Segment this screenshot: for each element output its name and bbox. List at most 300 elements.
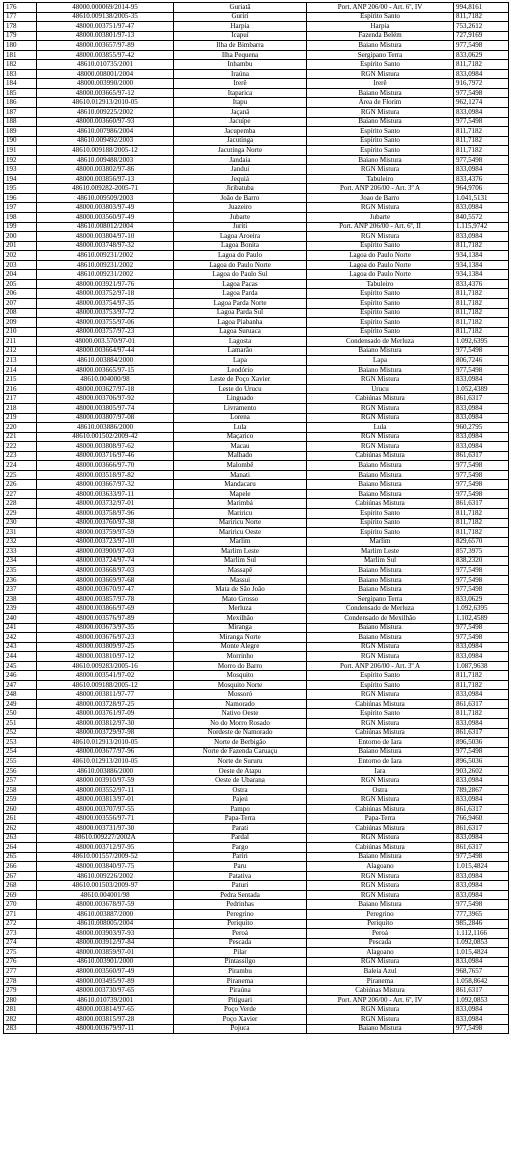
- field-name-cell: Mosquito Norte: [174, 680, 307, 690]
- price-value-cell: 833,0984: [454, 719, 509, 729]
- table-row: [4, 60, 509, 70]
- price-value-cell: 977,5498: [454, 747, 509, 757]
- price-value-cell: 861,6317: [454, 824, 509, 834]
- row-number-cell: 247: [4, 680, 37, 690]
- process-number-cell: 48610.009226/2002: [37, 871, 174, 881]
- row-number-cell: 222: [4, 442, 37, 452]
- process-number-cell: 48610.004000/98: [37, 375, 174, 385]
- table-row: [4, 766, 509, 776]
- process-number-cell: 48000.003576/97-89: [37, 614, 174, 624]
- row-number-cell: 228: [4, 499, 37, 509]
- process-number-cell: 48610.007986/2004: [37, 127, 174, 137]
- field-name-cell: Marlim Sul: [174, 556, 307, 566]
- table-row: [4, 738, 509, 748]
- table-row: [4, 871, 509, 881]
- reference-oil-cell: Baiano Mistura: [307, 623, 454, 633]
- reference-oil-cell: Cabiúnas Mistura: [307, 986, 454, 996]
- reference-oil-cell: Marlim Sul: [307, 556, 454, 566]
- reference-oil-cell: Marlim Leste: [307, 547, 454, 557]
- reference-oil-cell: RGN Mistura: [307, 442, 454, 452]
- table-row: [4, 900, 509, 910]
- field-name-cell: Jacupemba: [174, 127, 307, 137]
- process-number-cell: 48610.012913/2010-05: [37, 738, 174, 748]
- field-name-cell: Lagosta: [174, 337, 307, 347]
- table-row: [4, 776, 509, 786]
- field-name-cell: Lamarão: [174, 346, 307, 356]
- row-number-cell: 199: [4, 222, 37, 232]
- field-name-cell: Juriti: [174, 222, 307, 232]
- field-name-cell: Pojuca: [174, 1024, 307, 1034]
- process-number-cell: 48000.003678/97-59: [37, 900, 174, 910]
- process-number-cell: 48610.009231/2002: [37, 270, 174, 280]
- process-number-cell: 48000.003807/97-08: [37, 413, 174, 423]
- row-number-cell: 191: [4, 146, 37, 156]
- price-value-cell: 833,0984: [454, 652, 509, 662]
- reference-oil-cell: Lula: [307, 423, 454, 433]
- row-number-cell: 265: [4, 852, 37, 862]
- price-value-cell: 811,7182: [454, 127, 509, 137]
- field-name-cell: Leste do Urucu: [174, 384, 307, 394]
- field-name-cell: Nordeste de Namorado: [174, 728, 307, 738]
- process-number-cell: 48000.003910/97-59: [37, 776, 174, 786]
- field-name-cell: Parati: [174, 824, 307, 834]
- process-number-cell: 48000.003731/97-30: [37, 824, 174, 834]
- reference-oil-cell: Alagoano: [307, 862, 454, 872]
- field-name-cell: Lorena: [174, 413, 307, 423]
- table-row: [4, 232, 509, 242]
- process-number-cell: 48610.009231/2002: [37, 260, 174, 270]
- row-number-cell: 211: [4, 337, 37, 347]
- reference-oil-cell: Alagoano: [307, 948, 454, 958]
- field-name-cell: Pampo: [174, 804, 307, 814]
- process-number-cell: 48000.003811/97-77: [37, 690, 174, 700]
- row-number-cell: 274: [4, 938, 37, 948]
- table-row: [4, 518, 509, 528]
- price-value-cell: 960,2795: [454, 423, 509, 433]
- table-row: [4, 948, 509, 958]
- row-number-cell: 273: [4, 929, 37, 939]
- field-name-cell: Paru: [174, 862, 307, 872]
- field-name-cell: Lagoa Suruaca: [174, 327, 307, 337]
- field-name-cell: Malombê: [174, 461, 307, 471]
- table-row: [4, 222, 509, 232]
- row-number-cell: 197: [4, 203, 37, 213]
- field-name-cell: Lagoa Piabanha: [174, 318, 307, 328]
- price-value-cell: 1.052,4389: [454, 384, 509, 394]
- table-row: [4, 614, 509, 624]
- price-value-cell: 811,7182: [454, 136, 509, 146]
- table-row: [4, 174, 509, 184]
- table-row: [4, 1024, 509, 1034]
- table-row: [4, 88, 509, 98]
- reference-oil-cell: RGN Mistura: [307, 776, 454, 786]
- table-row: [4, 251, 509, 261]
- table-row: [4, 604, 509, 614]
- process-number-cell: 48610.008012/2004: [37, 222, 174, 232]
- price-value-cell: 1.092,6395: [454, 337, 509, 347]
- row-number-cell: 186: [4, 98, 37, 108]
- process-number-cell: 48000.003802/97-86: [37, 165, 174, 175]
- price-value-cell: 811,7182: [454, 518, 509, 528]
- table-row: [4, 289, 509, 299]
- reference-oil-cell: Ostra: [307, 785, 454, 795]
- row-number-cell: 203: [4, 260, 37, 270]
- price-value-cell: 977,5498: [454, 575, 509, 585]
- table-row: [4, 356, 509, 366]
- row-number-cell: 217: [4, 394, 37, 404]
- row-number-cell: 245: [4, 661, 37, 671]
- reference-oil-cell: Baiano Mistura: [307, 566, 454, 576]
- process-number-cell: 48000.003857/97-78: [37, 594, 174, 604]
- document-page: [0, 2, 511, 1034]
- price-value-cell: 985,2846: [454, 919, 509, 929]
- price-value-cell: 811,7182: [454, 12, 509, 22]
- reference-oil-cell: Espírito Santo: [307, 136, 454, 146]
- reference-oil-cell: Jubarte: [307, 213, 454, 223]
- reference-oil-cell: Baiano Mistura: [307, 461, 454, 471]
- process-number-cell: 48610.003886/2000: [37, 423, 174, 433]
- field-name-cell: Ilha Pequena: [174, 50, 307, 60]
- table-row: [4, 747, 509, 757]
- price-value-cell: 1.102,4589: [454, 614, 509, 624]
- price-value-cell: 964,9706: [454, 184, 509, 194]
- table-row: [4, 862, 509, 872]
- field-name-cell: Marlim Leste: [174, 547, 307, 557]
- process-number-cell: 48000.003673/97-35: [37, 623, 174, 633]
- field-name-cell: Pariri: [174, 852, 307, 862]
- row-number-cell: 180: [4, 41, 37, 51]
- table-row: [4, 537, 509, 547]
- process-number-cell: 48000.003723/97-10: [37, 537, 174, 547]
- field-name-cell: Peroá: [174, 929, 307, 939]
- row-number-cell: 272: [4, 919, 37, 929]
- field-name-cell: Juazeiro: [174, 203, 307, 213]
- row-number-cell: 258: [4, 785, 37, 795]
- price-value-cell: 977,5498: [454, 155, 509, 165]
- table-row: [4, 50, 509, 60]
- table-row: [4, 661, 509, 671]
- process-number-cell: 48610.008005/2004: [37, 919, 174, 929]
- price-value-cell: 968,7657: [454, 967, 509, 977]
- table-row: [4, 814, 509, 824]
- table-row: [4, 270, 509, 280]
- table-row: [4, 442, 509, 452]
- price-value-cell: 896,5036: [454, 757, 509, 767]
- price-value-cell: 811,7182: [454, 241, 509, 251]
- row-number-cell: 227: [4, 489, 37, 499]
- price-value-cell: 829,6570: [454, 537, 509, 547]
- row-number-cell: 223: [4, 451, 37, 461]
- reference-oil-cell: Espírito Santo: [307, 241, 454, 251]
- row-number-cell: 235: [4, 566, 37, 576]
- price-value-cell: 896,5036: [454, 738, 509, 748]
- reference-oil-cell: Port. ANP 206/00 - Art. 3º A: [307, 184, 454, 194]
- row-number-cell: 178: [4, 22, 37, 32]
- price-value-cell: 861,6317: [454, 699, 509, 709]
- reference-oil-cell: RGN Mistura: [307, 432, 454, 442]
- process-number-cell: 48000.003627/97-18: [37, 384, 174, 394]
- process-number-cell: 48000.003729/97-98: [37, 728, 174, 738]
- price-value-cell: 833,0984: [454, 442, 509, 452]
- reference-oil-cell: Cabiúnas Mistura: [307, 804, 454, 814]
- price-value-cell: 1.041,5131: [454, 193, 509, 203]
- process-number-cell: 48000.003803/97-49: [37, 203, 174, 213]
- process-number-cell: 48000.003669/97-68: [37, 575, 174, 585]
- table-row: [4, 508, 509, 518]
- process-number-cell: 48610.003901/2000: [37, 957, 174, 967]
- process-number-cell: 48000.003667/97-32: [37, 480, 174, 490]
- row-number-cell: 266: [4, 862, 37, 872]
- row-number-cell: 202: [4, 251, 37, 261]
- price-value-cell: 861,6317: [454, 451, 509, 461]
- price-value-cell: 977,5498: [454, 623, 509, 633]
- price-value-cell: 977,5498: [454, 365, 509, 375]
- process-number-cell: 48000.003518/97-82: [37, 470, 174, 480]
- process-number-cell: 48000.003560/97-49: [37, 213, 174, 223]
- price-value-cell: 811,7182: [454, 680, 509, 690]
- price-value-cell: 1.092,0853: [454, 938, 509, 948]
- reference-oil-cell: Fazenda Belém: [307, 31, 454, 41]
- reference-oil-cell: Sergipano Terra: [307, 50, 454, 60]
- field-name-cell: Jandui: [174, 165, 307, 175]
- table-row: [4, 327, 509, 337]
- reference-oil-cell: Cabiúnas Mistura: [307, 451, 454, 461]
- table-row: [4, 824, 509, 834]
- table-row: [4, 757, 509, 767]
- field-name-cell: Norte de Fazenda Caruaçu: [174, 747, 307, 757]
- row-number-cell: 282: [4, 1014, 37, 1024]
- table-row: [4, 69, 509, 79]
- field-name-cell: Harpia: [174, 22, 307, 32]
- field-name-cell: Pirambu: [174, 967, 307, 977]
- row-number-cell: 216: [4, 384, 37, 394]
- field-name-cell: Icapuí: [174, 31, 307, 41]
- reference-oil-cell: RGN Mistura: [307, 375, 454, 385]
- reference-oil-cell: RGN Mistura: [307, 232, 454, 242]
- reference-oil-cell: Cabiúnas Mistura: [307, 728, 454, 738]
- process-number-cell: 48000.003990/2000: [37, 79, 174, 89]
- field-name-cell: Irerê: [174, 79, 307, 89]
- process-number-cell: 48000.003814/97-65: [37, 1005, 174, 1015]
- reference-oil-cell: Espírito Santo: [307, 146, 454, 156]
- price-value-cell: 833,0984: [454, 1005, 509, 1015]
- field-name-cell: Pintassilgo: [174, 957, 307, 967]
- reference-oil-cell: Condensado de Merluza: [307, 604, 454, 614]
- process-number-cell: 48610.004001/98: [37, 890, 174, 900]
- price-value-cell: 833,0984: [454, 642, 509, 652]
- price-value-cell: 833,0984: [454, 890, 509, 900]
- reference-oil-cell: Periquito: [307, 919, 454, 929]
- reference-oil-cell: RGN Mistura: [307, 719, 454, 729]
- table-row: [4, 318, 509, 328]
- field-name-cell: Oeste de Atapu: [174, 766, 307, 776]
- row-number-cell: 255: [4, 757, 37, 767]
- price-value-cell: 833,0984: [454, 795, 509, 805]
- field-name-cell: Maçarico: [174, 432, 307, 442]
- table-row: [4, 489, 509, 499]
- process-number-cell: 48610.009138/2005-35: [37, 12, 174, 22]
- reference-oil-cell: Baiano Mistura: [307, 365, 454, 375]
- field-name-cell: No do Morro Rosado: [174, 719, 307, 729]
- row-number-cell: 257: [4, 776, 37, 786]
- row-number-cell: 251: [4, 719, 37, 729]
- row-number-cell: 260: [4, 804, 37, 814]
- row-number-cell: 200: [4, 232, 37, 242]
- reference-oil-cell: Cabiúnas Mistura: [307, 699, 454, 709]
- reference-oil-cell: Sergipano Terra: [307, 594, 454, 604]
- row-number-cell: 192: [4, 155, 37, 165]
- reference-oil-cell: Lagoa do Paulo Norte: [307, 251, 454, 261]
- row-number-cell: 182: [4, 60, 37, 70]
- price-value-cell: 806,7246: [454, 356, 509, 366]
- reference-oil-cell: Pescada: [307, 938, 454, 948]
- price-value-cell: 916,7972: [454, 79, 509, 89]
- reference-oil-cell: Harpia: [307, 22, 454, 32]
- row-number-cell: 188: [4, 117, 37, 127]
- process-number-cell: 48610.009231/2002: [37, 251, 174, 261]
- table-row: [4, 680, 509, 690]
- field-name-cell: Mapele: [174, 489, 307, 499]
- price-value-cell: 857,3975: [454, 547, 509, 557]
- table-row: [4, 403, 509, 413]
- process-number-cell: 48000.003808/97-62: [37, 442, 174, 452]
- table-row: [4, 709, 509, 719]
- row-number-cell: 226: [4, 480, 37, 490]
- process-number-cell: 48000.003728/97-25: [37, 699, 174, 709]
- row-number-cell: 240: [4, 614, 37, 624]
- row-number-cell: 269: [4, 890, 37, 900]
- field-name-cell: Massuí: [174, 575, 307, 585]
- table-row: [4, 337, 509, 347]
- field-name-cell: Marlim: [174, 537, 307, 547]
- reference-oil-cell: Lagoa do Paulo Norte: [307, 260, 454, 270]
- process-number-cell: 48000.003859/97-01: [37, 948, 174, 958]
- field-name-cell: Oeste de Ubarana: [174, 776, 307, 786]
- table-row: [4, 719, 509, 729]
- row-number-cell: 262: [4, 824, 37, 834]
- process-number-cell: 48000.003676/97-23: [37, 633, 174, 643]
- reference-oil-cell: Tabuleiro: [307, 174, 454, 184]
- field-name-cell: Pescada: [174, 938, 307, 948]
- process-number-cell: 48000.003755/97-06: [37, 318, 174, 328]
- process-number-cell: 48610.001503/2009-97: [37, 881, 174, 891]
- reference-oil-cell: Cabiúnas Mistura: [307, 394, 454, 404]
- reference-oil-cell: Baiano Mistura: [307, 346, 454, 356]
- reference-oil-cell: Port. ANP 206/00 - Art. 3º A: [307, 661, 454, 671]
- row-number-cell: 278: [4, 976, 37, 986]
- row-number-cell: 248: [4, 690, 37, 700]
- row-number-cell: 280: [4, 995, 37, 1005]
- price-value-cell: 1.112,1166: [454, 929, 509, 939]
- table-row: [4, 929, 509, 939]
- price-value-cell: 1.092,6395: [454, 604, 509, 614]
- field-name-cell: Jacuípe: [174, 117, 307, 127]
- row-number-cell: 276: [4, 957, 37, 967]
- row-number-cell: 242: [4, 633, 37, 643]
- row-number-cell: 215: [4, 375, 37, 385]
- table-row: [4, 986, 509, 996]
- table-row: [4, 804, 509, 814]
- process-number-cell: 48000.003732/97-01: [37, 499, 174, 509]
- field-name-cell: Jandaia: [174, 155, 307, 165]
- price-value-cell: 977,5498: [454, 1024, 509, 1034]
- reference-oil-cell: Baleia Azul: [307, 967, 454, 977]
- table-row: [4, 480, 509, 490]
- reference-oil-cell: RGN Mistura: [307, 108, 454, 118]
- table-row: [4, 375, 509, 385]
- price-value-cell: 833,0984: [454, 881, 509, 891]
- field-name-cell: Marimbá: [174, 499, 307, 509]
- reference-oil-cell: Baiano Mistura: [307, 585, 454, 595]
- price-value-cell: 833,0629: [454, 50, 509, 60]
- price-value-cell: 811,7182: [454, 327, 509, 337]
- table-row: [4, 594, 509, 604]
- table-row: [4, 12, 509, 22]
- field-name-cell: Lagoa Parda Sul: [174, 308, 307, 318]
- row-number-cell: 241: [4, 623, 37, 633]
- reference-oil-cell: Espírito Santo: [307, 318, 454, 328]
- row-number-cell: 279: [4, 986, 37, 996]
- price-value-cell: 811,7182: [454, 318, 509, 328]
- reference-oil-cell: Entorno de Iara: [307, 757, 454, 767]
- row-number-cell: 213: [4, 356, 37, 366]
- row-number-cell: 185: [4, 88, 37, 98]
- table-row: [4, 117, 509, 127]
- reference-oil-cell: RGN Mistura: [307, 881, 454, 891]
- field-name-cell: Livramento: [174, 403, 307, 413]
- price-value-cell: 766,9460: [454, 814, 509, 824]
- row-number-cell: 234: [4, 556, 37, 566]
- process-number-cell: 48610.003887/2000: [37, 909, 174, 919]
- reference-oil-cell: Urucu: [307, 384, 454, 394]
- field-name-cell: Pitiguari: [174, 995, 307, 1005]
- process-number-cell: 48000.003753/97-72: [37, 308, 174, 318]
- price-value-cell: 838,2320: [454, 556, 509, 566]
- table-row: [4, 642, 509, 652]
- table-row: [4, 833, 509, 843]
- reference-oil-cell: Espírito Santo: [307, 709, 454, 719]
- price-value-cell: 789,2867: [454, 785, 509, 795]
- table-row: [4, 843, 509, 853]
- table-row: [4, 127, 509, 137]
- table-row: [4, 308, 509, 318]
- field-name-cell: Merluza: [174, 604, 307, 614]
- field-name-cell: Monte Alegre: [174, 642, 307, 652]
- price-value-cell: 1.087,9638: [454, 661, 509, 671]
- table-row: [4, 298, 509, 308]
- row-number-cell: 268: [4, 881, 37, 891]
- table-row: [4, 890, 509, 900]
- table-row: [4, 967, 509, 977]
- field-name-cell: Macau: [174, 442, 307, 452]
- process-number-cell: 48000.003758/97-96: [37, 508, 174, 518]
- price-value-cell: 934,1384: [454, 270, 509, 280]
- row-number-cell: 210: [4, 327, 37, 337]
- process-number-cell: 48610.009282-2005-71: [37, 184, 174, 194]
- price-table-body: [4, 3, 509, 1034]
- process-number-cell: 48000.003556/97-71: [37, 814, 174, 824]
- process-number-cell: 48610.009188/2005-12: [37, 146, 174, 156]
- field-name-cell: Pedrinhas: [174, 900, 307, 910]
- reference-oil-cell: Baiano Mistura: [307, 633, 454, 643]
- reference-oil-cell: Baiano Mistura: [307, 117, 454, 127]
- process-number-cell: 48000.003751/97-47: [37, 22, 174, 32]
- table-row: [4, 136, 509, 146]
- price-value-cell: 977,5498: [454, 346, 509, 356]
- price-value-cell: 777,3965: [454, 909, 509, 919]
- table-row: [4, 671, 509, 681]
- price-value-cell: 811,7182: [454, 671, 509, 681]
